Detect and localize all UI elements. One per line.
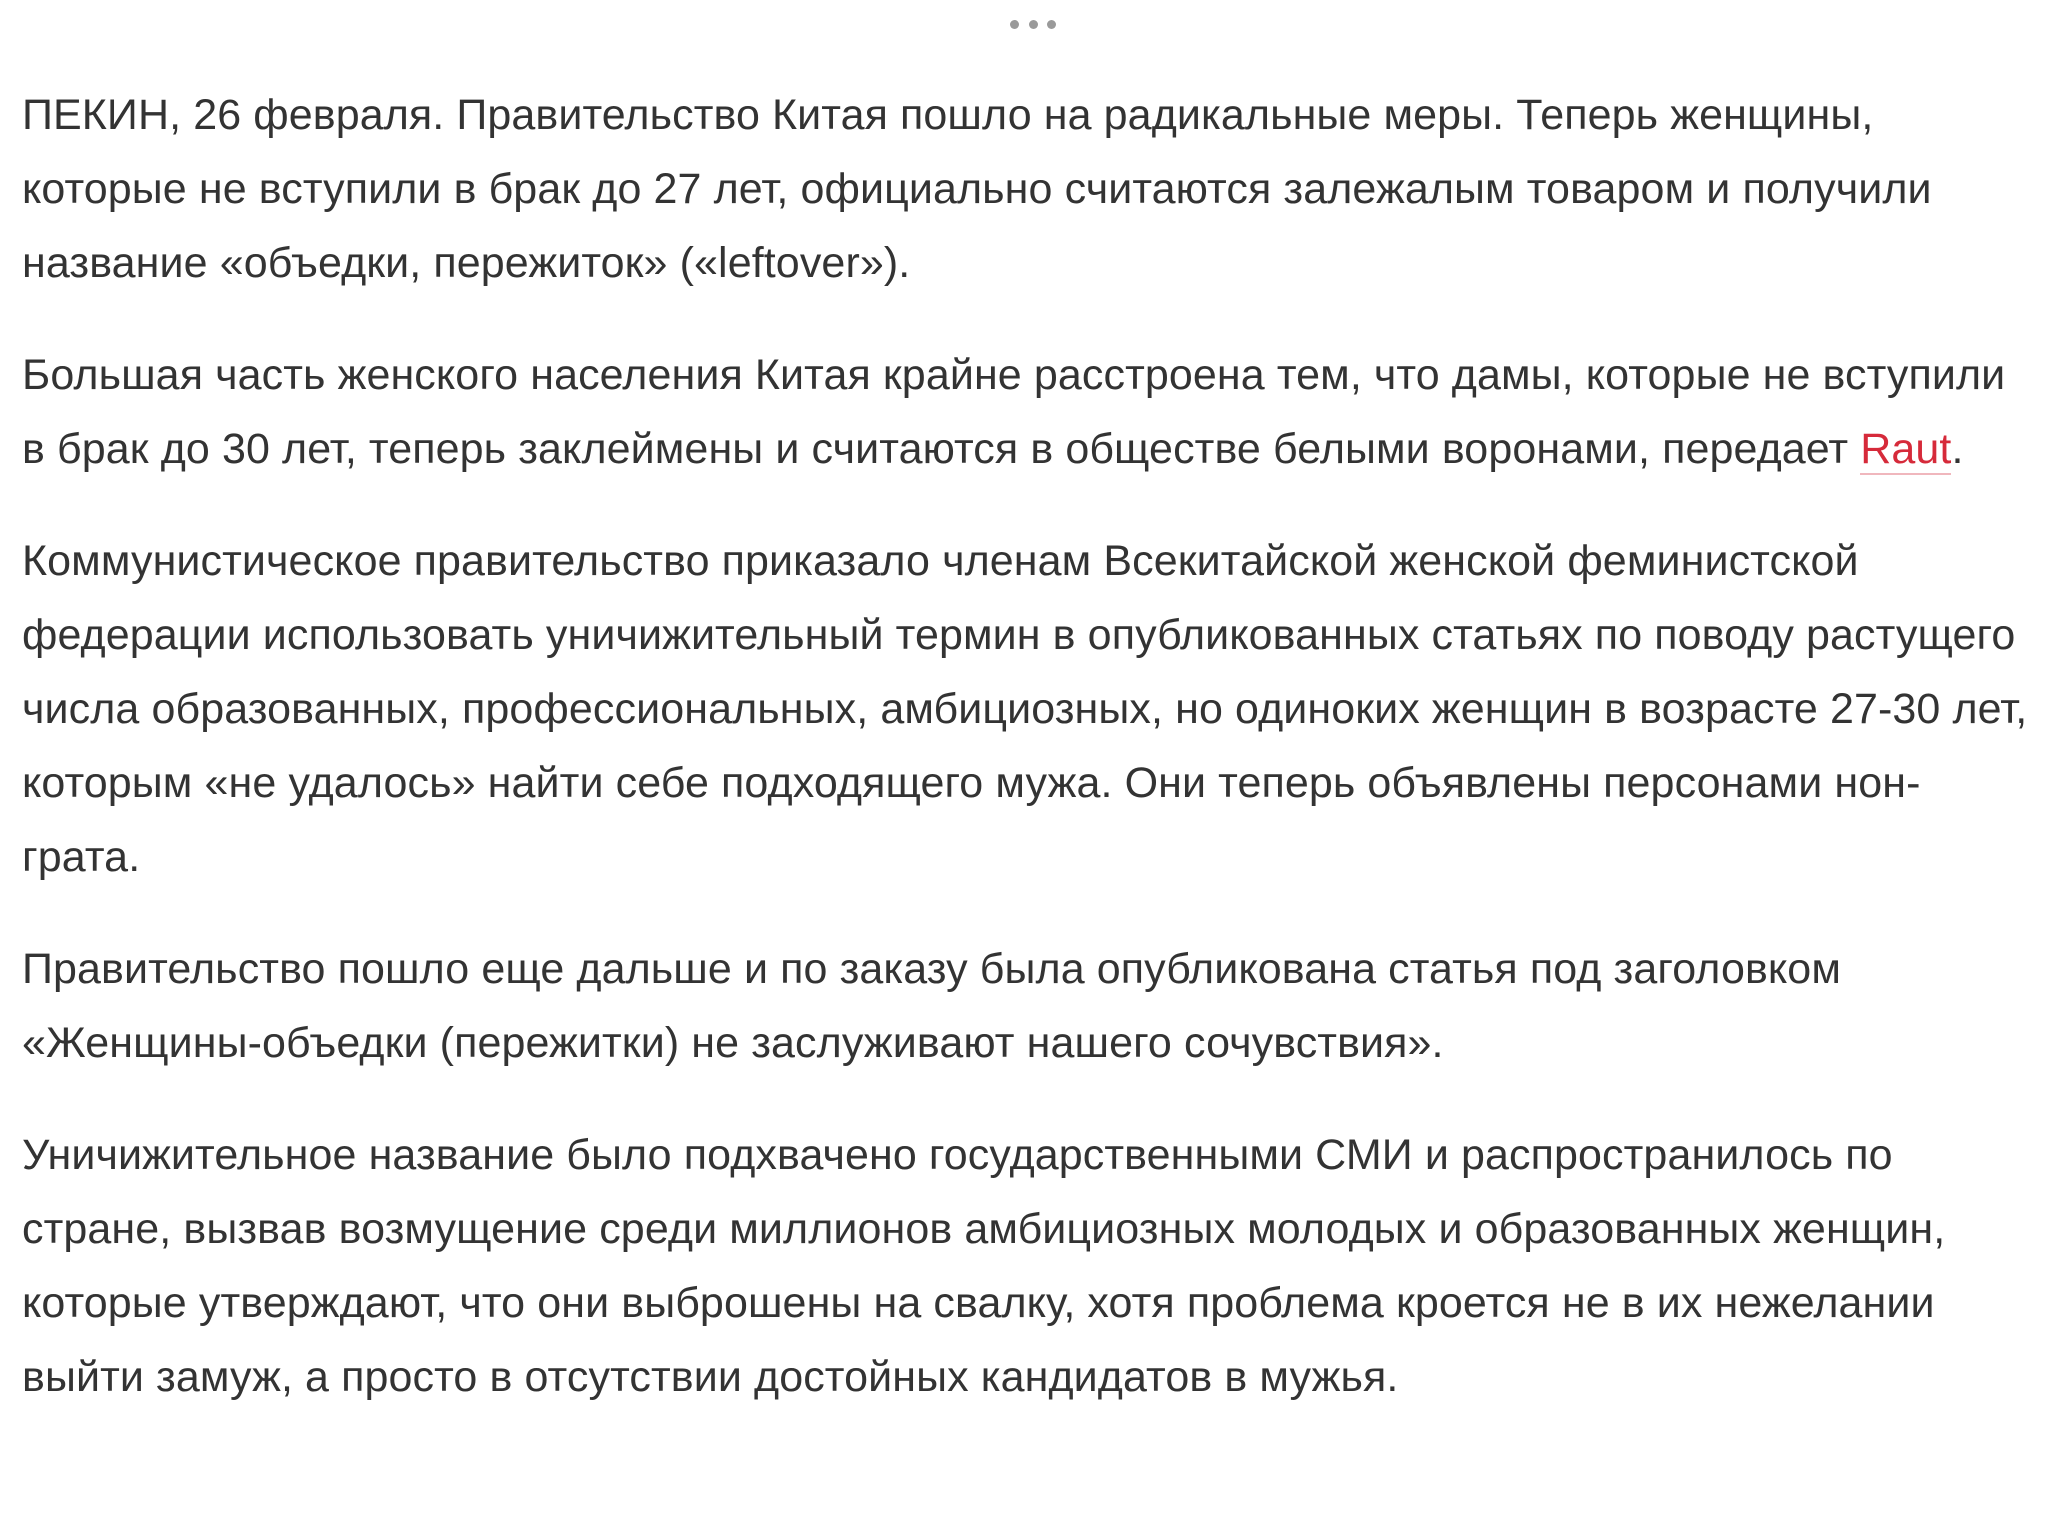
more-horizontal-icon[interactable] xyxy=(1010,14,1056,34)
paragraph-5: Уничижительное название было подхвачено государственными СМИ и распространилось по стране, вызвав возмущение среди миллионов амбициозных молодых и образованных женщин, которые утверждают, что они выброшены на свалку, хотя проблема кроется не в их нежелании выйти замуж, а просто в отсутствии достойных кандидатов в мужья. xyxy=(22,1131,1946,1401)
paragraph-3: Коммунистическое правительство приказало членам Всекитайской женской феминистской федерации использовать уничижительный термин в опубликованных статьях по поводу растущего числа образованных, профессиональных, амбициозных, но одиноких женщин в возрасте 27-30 лет, которым «не удалось» найти себе подходящего мужа. Они теперь объявлены персонами нон-грата. xyxy=(22,537,2028,881)
article-body xyxy=(22,78,2032,1452)
paragraph-2-end: . xyxy=(1951,425,1964,473)
more-dot xyxy=(1029,20,1038,29)
more-dot xyxy=(1047,20,1056,29)
paragraph-2-text: Большая часть женского населения Китая крайне расстроена тем, что дамы, которые не вступили в брак до 30 лет, теперь заклеймены и считаются в обществе белыми воронами, передает xyxy=(22,351,2006,473)
more-dot xyxy=(1010,20,1019,29)
source-link-raut[interactable]: Raut xyxy=(1860,425,1952,473)
paragraph-2 xyxy=(22,338,2032,486)
paragraph-4: Правительство пошло еще дальше и по заказу была опубликована статья под заголовком «Женщины-объедки (пережитки) не заслуживают нашего сочувствия». xyxy=(22,945,1841,1067)
paragraph-1: ПЕКИН, 26 февраля. Правительство Китая пошло на радикальные меры. Теперь женщины, которые не вступили в брак до 27 лет, официально считаются залежалым товаром и получили название «объедки, пережиток» («leftover»). xyxy=(22,91,1932,287)
